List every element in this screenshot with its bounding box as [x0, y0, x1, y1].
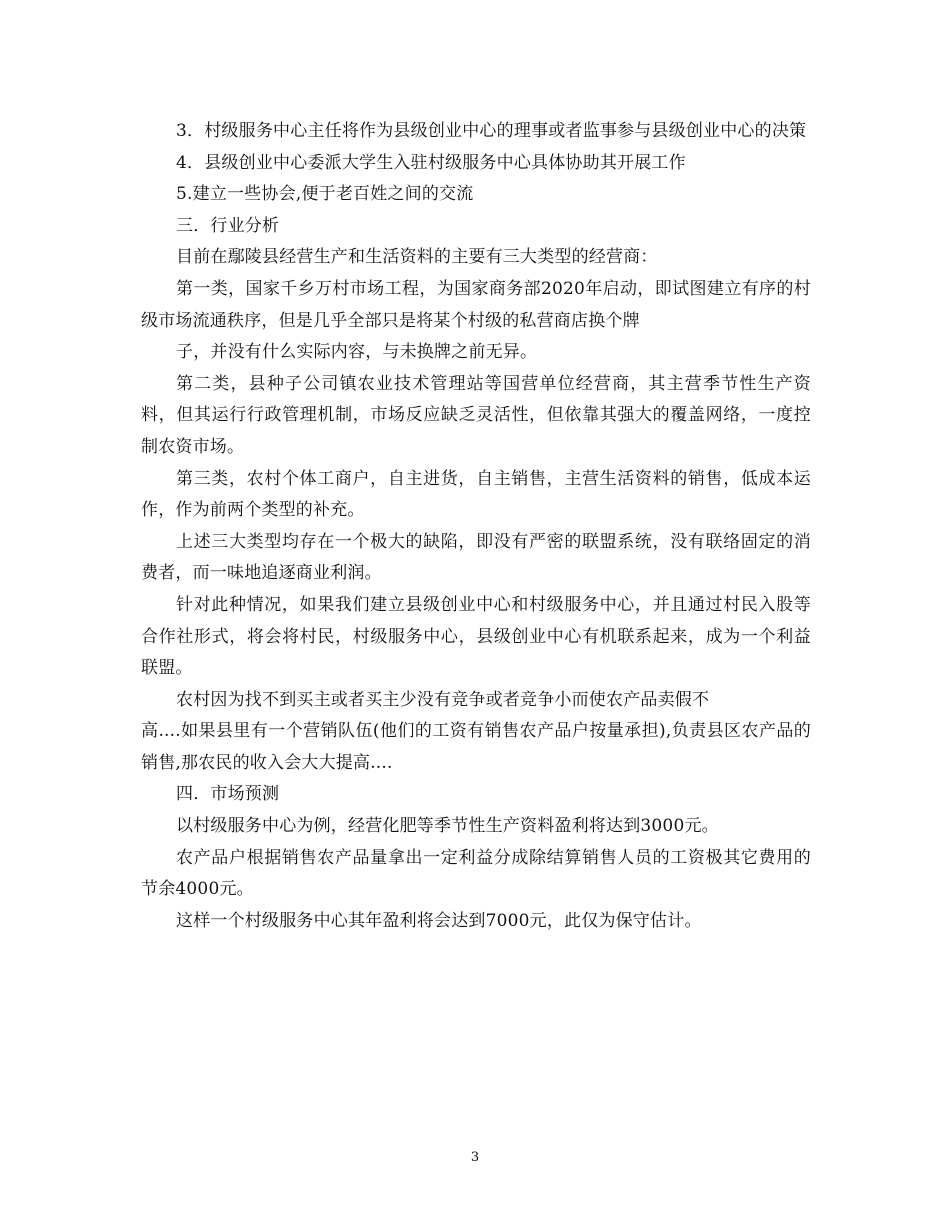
paragraph: 农产品户根据销售农产品量拿出一定利益分成除结算销售人员的工资极其它费用的节余4000元。	[141, 847, 811, 900]
section-heading: 四．市场预测	[176, 784, 280, 805]
paragraph: 上述三大类型均存在一个极大的缺陷，即没有严密的联盟系统，没有联络固定的消费者，而一味地追逐商业利润。	[141, 531, 811, 584]
section-heading: 三．行业分析	[176, 215, 280, 236]
paragraph: 第二类，县种子公司镇农业技术管理站等国营单位经营商，其主营季节性生产资料，但其运行行政管理机制，市场反应缺乏灵活性，但依靠其强大的覆盖网络，一度控制农资市场。	[141, 373, 811, 457]
paragraph: 针对此种情况，如果我们建立县级创业中心和村级服务中心，并且通过村民入股等合作社形式，将会将村民，村级服务中心，县级创业中心有机联系起来，成为一个利益联盟。	[141, 594, 811, 679]
paragraph: 第三类，农村个体工商户，自主进货，自主销售，主营生活资料的销售，低成本运作，作为前两个类型的补充。	[141, 468, 811, 521]
page-number: 3	[470, 1150, 480, 1165]
paragraph: 这样一个村级服务中心其年盈利将会达到7000元，此仅为保守估计。	[176, 910, 702, 931]
paragraph: 以村级服务中心为例，经营化肥等季节性生产资料盈利将达到3000元。	[176, 816, 719, 837]
paragraph: 高....如果县里有一个营销队伍(他们的工资有销售农产品户按量承担),负责县区农产品的销售,那农民的收入会大大提高....	[141, 721, 811, 773]
paragraph: 子，并没有什么实际内容，与未换牌之前无异。	[176, 342, 538, 363]
paragraph: 农村因为找不到买主或者买主少没有竞争或者竞争小而使农产品卖假不	[176, 689, 710, 710]
paragraph: 5.建立一些协会,便于老百姓之间的交流	[176, 184, 474, 205]
paragraph: 第一类，国家千乡万村市场工程，为国家商务部2020年启动，即试图建立有序的村级市场流通秩序，但是几乎全部只是将某个村级的私营商店换个牌	[141, 278, 811, 331]
paragraph: 3．村级服务中心主任将作为县级创业中心的理事或者监事参与县级创业中心的决策	[176, 121, 807, 141]
paragraph: 4．县级创业中心委派大学生入驻村级服务中心具体协助其开展工作	[176, 152, 686, 173]
document-body	[141, 116, 811, 937]
paragraph: 目前在鄢陵县经营生产和生活资料的主要有三大类型的经营商：	[176, 247, 658, 268]
